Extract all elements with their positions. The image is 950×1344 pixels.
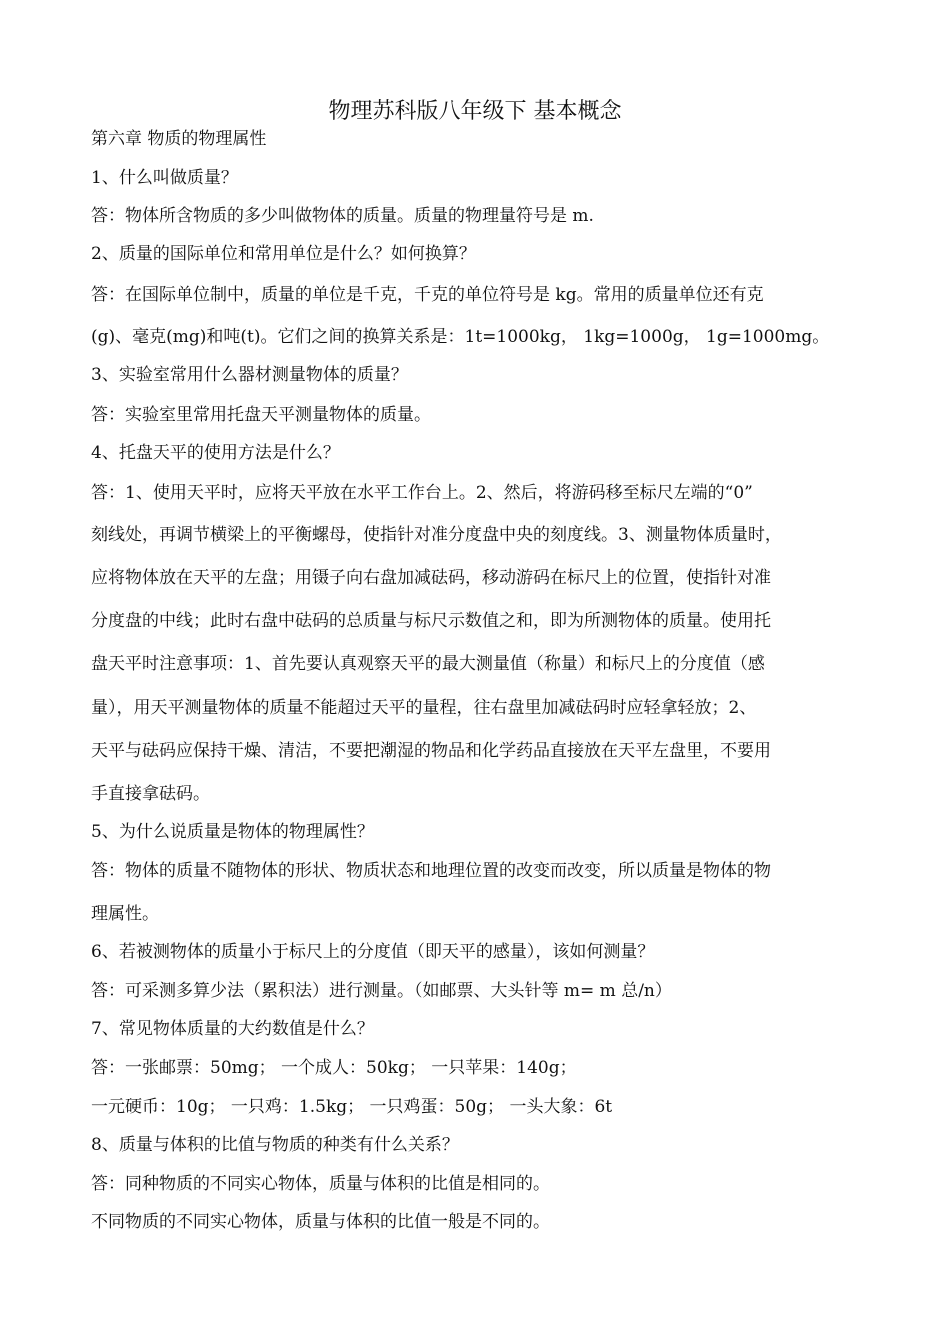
document-title: 物理苏科版八年级下 基本概念 (328, 99, 622, 124)
text-line: 分度盘的中线；此时右盘中砝码的总质量与标尺示数值之和，即为所测物体的质量。使用托 (91, 611, 771, 631)
text-line: 答：物体所含物质的多少叫做物体的质量。质量的物理量符号是 m. (91, 206, 594, 226)
text-line: 4、托盘天平的使用方法是什么？ (91, 443, 340, 463)
text-line: 2、质量的国际单位和常用单位是什么？如何换算？ (91, 244, 476, 264)
chapter-heading: 第六章 物质的物理属性 (91, 129, 267, 149)
text-line: 5、为什么说质量是物体的物理属性？ (91, 822, 374, 842)
text-line: 答：实验室里常用托盘天平测量物体的质量。 (91, 405, 431, 425)
text-line: 答：在国际单位制中，质量的单位是千克，千克的单位符号是 kg。常用的质量单位还有克 (91, 285, 764, 305)
text-line: 6、若被测物体的质量小于标尺上的分度值（即天平的感量），该如何测量？ (91, 942, 655, 962)
text-line: 答：可采测多算少法（累积法）进行测量。（如邮票、大头针等 m= m 总/n） (91, 981, 672, 1001)
text-line: 天平与砝码应保持干燥、清洁，不要把潮湿的物品和化学药品直接放在天平左盘里，不要用 (91, 741, 771, 761)
text-line: 1、什么叫做质量？ (91, 168, 238, 188)
text-line: 7、常见物体质量的大约数值是什么？ (91, 1019, 374, 1039)
text-line: 不同物质的不同实心物体，质量与体积的比值一般是不同的。 (91, 1212, 550, 1232)
text-line: 答：1、使用天平时，应将天平放在水平工作台上。2、然后，将游码移至标尺左端的“0” (91, 483, 753, 503)
text-line: 盘天平时注意事项：1、首先要认真观察天平的最大测量值（称量）和标尺上的分度值（感 (91, 654, 765, 674)
text-line: 答：物体的质量不随物体的形状、物质状态和地理位置的改变而改变，所以质量是物体的物 (91, 861, 771, 881)
text-line: 3、实验室常用什么器材测量物体的质量？ (91, 365, 408, 385)
text-line: 量），用天平测量物体的质量不能超过天平的量程，往右盘里加减砝码时应轻拿轻放；2、 (91, 698, 757, 718)
text-line: 8、质量与体积的比值与物质的种类有什么关系？ (91, 1135, 459, 1155)
text-line: 手直接拿砝码。 (91, 784, 210, 804)
text-line: (g)、毫克(mg)和吨(t)。它们之间的换算关系是：1t=1000kg， 1kg=1000g， 1g=1000mg。 (91, 327, 830, 347)
text-line: 答：同种物质的不同实心物体，质量与体积的比值是相同的。 (91, 1174, 550, 1194)
text-line: 应将物体放在天平的左盘；用镊子向右盘加减砝码，移动游码在标尺上的位置，使指针对准 (91, 568, 771, 588)
text-line: 答：一张邮票：50mg； 一个成人：50kg； 一只苹果：140g； (91, 1058, 577, 1078)
text-line: 理属性。 (91, 904, 159, 924)
text-line: 一元硬币：10g； 一只鸡：1.5kg； 一只鸡蛋：50g； 一头大象：6t (91, 1097, 613, 1117)
text-line: 刻线处，再调节横梁上的平衡螺母，使指针对准分度盘中央的刻度线。3、测量物体质量时， (91, 525, 782, 545)
